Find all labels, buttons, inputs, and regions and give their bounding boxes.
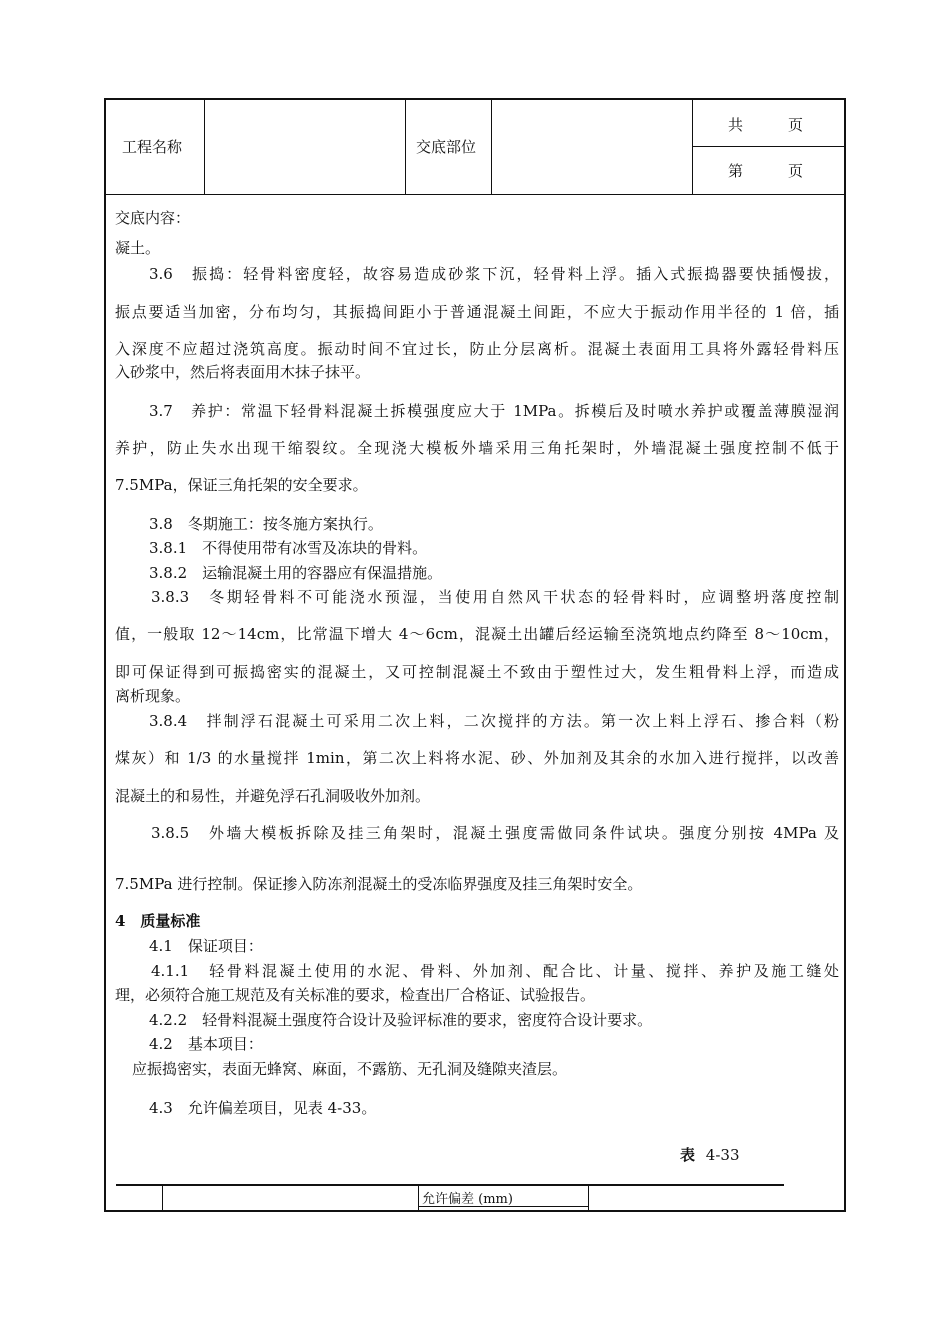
content-intro-label: 交底内容： — [115, 209, 191, 227]
table-divider — [418, 1206, 588, 1207]
content-line: 4.2 基本项目： — [149, 1035, 263, 1053]
deviation-table — [116, 1184, 784, 1212]
content-line: 混凝土的和易性，并避免浮石孔洞吸收外加剂。 — [115, 787, 431, 805]
table-divider — [588, 1186, 589, 1212]
header-divider — [692, 100, 693, 194]
header-divider — [692, 146, 844, 147]
header-divider — [491, 100, 492, 194]
total-pages-label: 共 页 — [728, 116, 804, 134]
content-line: 3.8.4 拌制浮石混凝土可采用二次上料，二次搅拌的方法。第一次上料上浮石、掺合料（粉 — [149, 712, 839, 730]
content-line: 3.8.5 外墙大模板拆除及挂三角架时，混凝土强度需做同条件试块。强度分别按 4MPa 及 — [151, 824, 839, 842]
content-line: 理，必须符合施工规范及有关标准的要求，检查出厂合格证、试验报告。 — [115, 986, 596, 1004]
content-line: 3.8.1 不得使用带有冰雪及冻块的骨料。 — [149, 539, 428, 557]
content-line: 煤灰）和 1/3 的水量搅拌 1min，第二次上料将水泥、砂、外加剂及其余的水加入进行搅拌，以改善 — [115, 749, 839, 767]
content-line: 3.8.3 冬期轻骨料不可能浇水预湿，当使用自然风干状态的轻骨料时，应调整坍落度控制 — [151, 588, 839, 606]
content-line: 4.2.2 轻骨料混凝土强度符合设计及验评标准的要求，密度符合设计要求。 — [149, 1011, 653, 1029]
table-caption-prefix: 表 — [680, 1146, 696, 1164]
table-caption — [680, 1144, 740, 1165]
content-line: 3.6 振捣：轻骨料密度轻，故容易造成砂浆下沉，轻骨料上浮。插入式振捣器要快插慢拔， — [149, 265, 839, 283]
content-line: 振点要适当加密，分布均匀，其振捣间距小于普通混凝土间距，不应大于振动作用半径的 1 倍，插 — [115, 303, 839, 321]
content-line: 7.5MPa 进行控制。保证掺入防冻剂混凝土的受冻临界强度及挂三角架时安全。 — [115, 875, 643, 893]
content-line: 离析现象。 — [115, 687, 191, 705]
content-line: 即可保证得到可振捣密实的混凝土，又可控制混凝土不致由于塑性过大，发生粗骨料上浮，而造成 — [115, 663, 839, 681]
table-divider — [162, 1186, 163, 1212]
table-caption-number: 4-33 — [705, 1146, 740, 1164]
section-heading: 4 质量标准 — [115, 912, 201, 930]
content-line: 养护，防止失水出现干缩裂纹。全现浇大模板外墙采用三角托架时，外墙混凝土强度控制不低于 — [115, 439, 839, 457]
content-line: 4.1.1 轻骨料混凝土使用的水泥、骨料、外加剂、配合比、计量、搅拌、养护及施工缝处 — [151, 962, 839, 980]
header-divider — [204, 100, 205, 194]
content-line: 入砂浆中，然后将表面用木抹子抹平。 — [115, 363, 371, 381]
table-divider — [418, 1186, 419, 1212]
content-line: 值，一般取 12～14cm，比常温下增大 4～6cm，混凝土出罐后经运输至浇筑地点约降至 8～10cm， — [115, 625, 839, 643]
content-line: 3.7 养护：常温下轻骨料混凝土拆模强度应大于 1MPa。拆模后及时喷水养护或覆盖薄膜湿润 — [149, 402, 839, 420]
content-line: 入深度不应超过浇筑高度。振动时间不宜过长，防止分层离析。混凝土表面用工具将外露轻骨料压 — [115, 340, 839, 358]
page-number-label: 第 页 — [728, 162, 804, 180]
location-label: 交底部位 — [416, 138, 477, 156]
disclosure-form — [104, 98, 846, 1212]
content-line: 4.1 保证项目： — [149, 937, 263, 955]
content-line: 3.8.2 运输混凝土用的容器应有保温措施。 — [149, 564, 443, 582]
content-line: 4.3 允许偏差项目，见表 4-33。 — [149, 1099, 377, 1117]
content-line: 7.5MPa，保证三角托架的安全要求。 — [115, 476, 368, 494]
content-line: 凝土。 — [115, 239, 161, 257]
project-name-label: 工程名称 — [122, 138, 183, 156]
content-line: 3.8 冬期施工：按冬施方案执行。 — [149, 515, 383, 533]
header-divider — [405, 100, 406, 194]
content-line: 应振捣密实，表面无蜂窝、麻面，不露筋、无孔洞及缝隙夹渣层。 — [132, 1060, 568, 1078]
table-header-deviation: 允许偏差 (mm) — [422, 1192, 513, 1207]
form-header — [106, 100, 844, 195]
